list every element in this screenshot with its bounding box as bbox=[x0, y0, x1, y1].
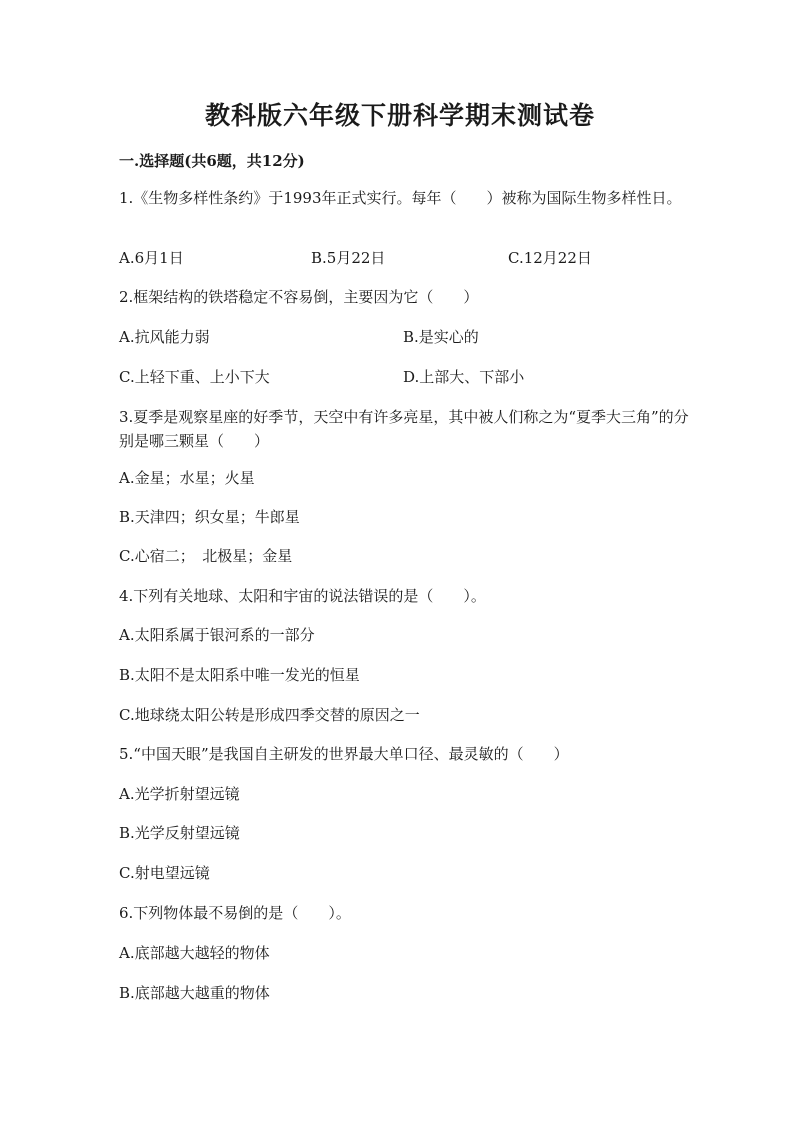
question-5-option-b: B.光学反射望远镜 bbox=[119, 824, 240, 842]
question-3-option-c: C.心宿二； 北极星；金星 bbox=[119, 547, 293, 565]
section-heading: 一.选择题(共6题，共12分) bbox=[119, 152, 305, 170]
question-6-option-a: A.底部越大越轻的物体 bbox=[119, 944, 270, 962]
question-1-stem: 1.《生物多样性条约》于1993年正式实行。每年（ ）被称为国际生物多样性日。 bbox=[119, 189, 682, 207]
question-1-option-a: A.6月1日 bbox=[119, 249, 184, 267]
question-5-stem: 5.“中国天眼”是我国自主研发的世界最大单口径、最灵敏的（ ） bbox=[119, 745, 569, 763]
question-4-option-c: C.地球绕太阳公转是形成四季交替的原因之一 bbox=[119, 706, 420, 724]
question-3-option-b: B.天津四；织女星；牛郎星 bbox=[119, 508, 300, 526]
question-6-option-b: B.底部越大越重的物体 bbox=[119, 984, 270, 1002]
page-title: 教科版六年级下册科学期末测试卷 bbox=[204, 101, 595, 130]
question-4-stem: 4.下列有关地球、太阳和宇宙的说法错误的是（ ）。 bbox=[119, 587, 486, 605]
question-2-stem: 2.框架结构的铁塔稳定不容易倒，主要因为它（ ） bbox=[119, 288, 479, 306]
question-5-option-c: C.射电望远镜 bbox=[119, 864, 210, 882]
question-3-option-a: A.金星；水星；火星 bbox=[119, 469, 255, 487]
question-2-option-b: B.是实心的 bbox=[403, 328, 479, 346]
question-4-option-b: B.太阳不是太阳系中唯一发光的恒星 bbox=[119, 666, 360, 684]
question-2-option-a: A.抗风能力弱 bbox=[119, 328, 210, 346]
question-1-option-c: C.12月22日 bbox=[508, 249, 592, 267]
question-1-option-b: B.5月22日 bbox=[311, 249, 386, 267]
question-4-option-a: A.太阳系属于银河系的一部分 bbox=[119, 626, 315, 644]
question-2-option-d: D.上部大、下部小 bbox=[403, 368, 525, 386]
question-2-option-c: C.上轻下重、上小下大 bbox=[119, 368, 270, 386]
question-6-stem: 6.下列物体最不易倒的是（ ）。 bbox=[119, 904, 351, 922]
question-3-stem: 3.夏季是观察星座的好季节，天空中有许多亮星，其中被人们称之为“夏季大三角”的分别是哪三颗星（ ） bbox=[119, 408, 689, 450]
question-5-option-a: A.光学折射望远镜 bbox=[119, 785, 240, 803]
